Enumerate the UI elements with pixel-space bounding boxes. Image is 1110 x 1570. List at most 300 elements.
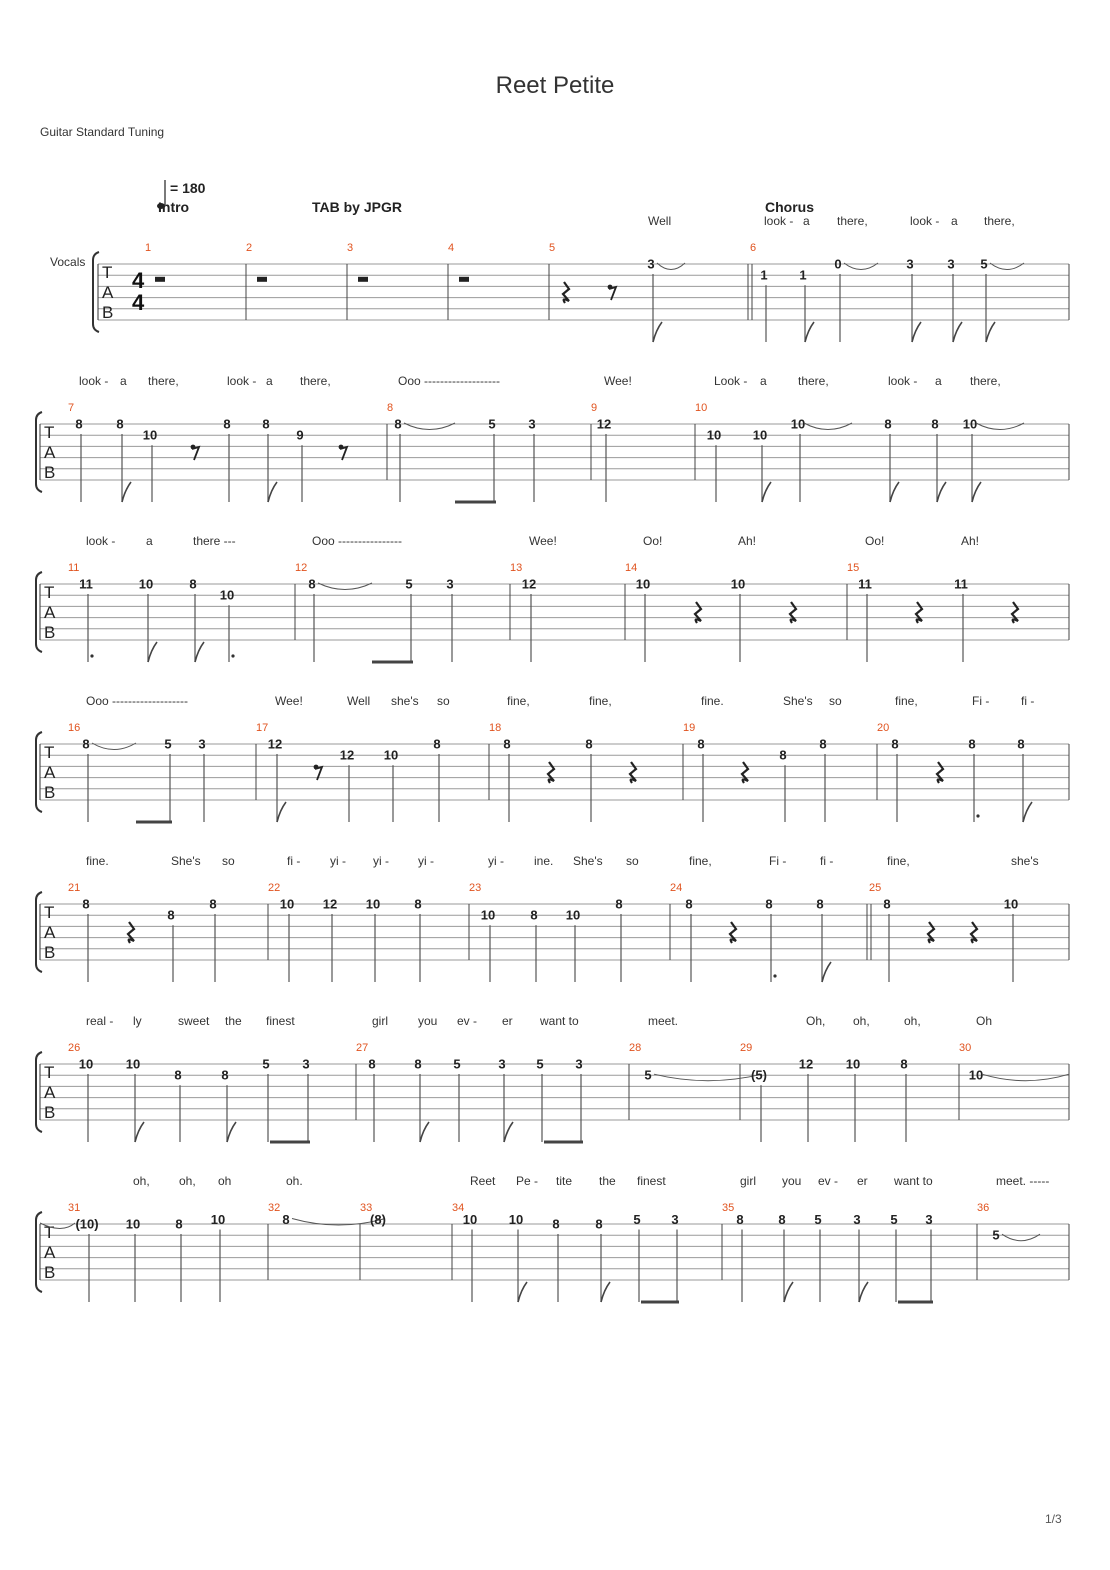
fret-number: 1: [760, 267, 768, 283]
fret-number: 10: [365, 896, 381, 912]
lyric-syllable: Pe -: [516, 1174, 539, 1188]
lyric-syllable: a: [146, 534, 153, 548]
fret-number: 5: [262, 1056, 270, 1072]
lyric-syllable: ly: [133, 1014, 142, 1028]
fret-number: 5: [814, 1212, 822, 1228]
quarter-rest: [128, 922, 134, 943]
lyric-syllable: she's: [391, 694, 419, 708]
fret-number: 8: [282, 1212, 290, 1228]
lyric-syllable: oh.: [286, 1174, 303, 1188]
lyric-syllable: oh: [218, 1174, 232, 1188]
lyric-syllable: there,: [984, 214, 1015, 228]
half-rest: [358, 277, 368, 282]
tab-clef-letter: B: [44, 783, 56, 802]
fret-number: 10: [78, 1056, 94, 1072]
lyric-syllable: fi -: [1021, 694, 1035, 708]
lyric-syllable: oh,: [853, 1014, 870, 1028]
fret-number: 8: [209, 896, 217, 912]
lyric-syllable: Well: [347, 694, 371, 708]
fret-number: 12: [596, 416, 612, 432]
note-flag: [504, 1122, 513, 1142]
note-flag: [784, 1282, 793, 1302]
fret-number: 12: [267, 736, 283, 752]
bar-number: 2: [246, 242, 253, 254]
bar-number: 6: [750, 242, 757, 254]
fret-number: 8: [552, 1216, 560, 1232]
note-flag: [986, 322, 995, 342]
bar-number: 5: [549, 242, 556, 254]
fret-number: 5: [633, 1212, 641, 1228]
lyric-syllable: look -: [227, 374, 257, 388]
fret-number: 10: [462, 1212, 478, 1228]
bar-number: 4: [448, 242, 455, 254]
bar-number: 19: [683, 722, 696, 734]
fret-number: 3: [947, 256, 955, 272]
fret-number: 10: [138, 576, 154, 592]
note-flag: [268, 482, 277, 502]
fret-number: (8): [370, 1212, 386, 1228]
fret-number: 10: [968, 1067, 984, 1083]
fret-number: 12: [339, 747, 355, 763]
lyric-syllable: fine.: [86, 854, 109, 868]
lyric-syllable: yi -: [330, 854, 346, 868]
bar-number: 35: [722, 1202, 735, 1214]
lyric-syllable: Wee!: [275, 694, 303, 708]
lyric-syllable: Oo!: [865, 534, 885, 548]
fret-number: 10: [635, 576, 651, 592]
song-title: Reet Petite: [495, 72, 615, 99]
bar-number: 15: [847, 562, 860, 574]
lyric-syllable: a: [120, 374, 127, 388]
bar-number: 33: [360, 1202, 373, 1214]
note-flag: [122, 482, 131, 502]
fret-number: 3: [446, 576, 454, 592]
lyric-syllable: er: [857, 1174, 868, 1188]
half-rest: [155, 277, 165, 282]
fret-number: (5): [751, 1067, 767, 1083]
fret-number: 8: [503, 736, 511, 752]
half-rest: [257, 277, 267, 282]
bar-number: 31: [68, 1202, 81, 1214]
fret-number: 3: [853, 1212, 861, 1228]
lyric-syllable: a: [266, 374, 273, 388]
lyric-syllable: so: [626, 854, 639, 868]
fret-number: 8: [75, 416, 83, 432]
quarter-rest: [937, 762, 943, 783]
lyric-syllable: Ooo -------------------: [398, 374, 500, 388]
track-name: Vocals: [50, 255, 86, 269]
lyric-syllable: She's: [783, 694, 813, 708]
bar-number: 3: [347, 242, 354, 254]
lyric-syllable: there,: [837, 214, 868, 228]
tab-clef-letter: A: [44, 1083, 56, 1102]
quarter-rest: [630, 762, 636, 783]
fret-number: 10: [565, 907, 581, 923]
bar-number: 36: [977, 1202, 990, 1214]
lyric-syllable: finest: [637, 1174, 666, 1188]
fret-number: 8: [778, 1212, 786, 1228]
note-flag: [653, 322, 662, 342]
bar-number: 21: [68, 882, 81, 894]
fret-number: 5: [644, 1067, 652, 1083]
bar-number: 13: [510, 562, 523, 574]
fret-number: 8: [308, 576, 316, 592]
half-rest: [459, 277, 469, 282]
quarter-rest: [916, 602, 922, 623]
fret-number: 8: [223, 416, 231, 432]
bar-number: 25: [869, 882, 882, 894]
dotted-note-dot: [231, 654, 234, 657]
lyric-syllable: a: [935, 374, 942, 388]
note-flag: [890, 482, 899, 502]
tab-clef-letter: T: [44, 743, 55, 762]
lyric-syllable: Look -: [714, 374, 748, 388]
bar-number: 12: [295, 562, 308, 574]
lyric-syllable: fi -: [287, 854, 301, 868]
tab-clef-letter: T: [44, 1223, 55, 1242]
lyric-syllable: real -: [86, 1014, 114, 1028]
fret-number: 8: [221, 1067, 229, 1083]
lyric-syllable: there,: [798, 374, 829, 388]
fret-number: 3: [647, 256, 655, 272]
fret-number: 8: [884, 416, 892, 432]
lyric-syllable: want to: [894, 1174, 933, 1188]
fret-number: 10: [219, 587, 235, 603]
quarter-rest: [563, 282, 569, 303]
quarter-rest: [742, 762, 748, 783]
bar-number: 10: [695, 402, 708, 414]
tab-clef-letter: A: [44, 603, 56, 622]
tuning-label: Guitar Standard Tuning: [40, 125, 165, 139]
fret-number: 11: [858, 576, 872, 592]
bar-number: 20: [877, 722, 890, 734]
fret-number: 8: [697, 736, 705, 752]
lyric-syllable: look -: [888, 374, 918, 388]
bar-number: 1: [145, 242, 152, 254]
lyric-syllable: look -: [764, 214, 794, 228]
lyric-syllable: want to: [540, 1014, 579, 1028]
lyric-syllable: sweet: [178, 1014, 210, 1028]
lyric-syllable: a: [951, 214, 958, 228]
fret-number: 5: [488, 416, 496, 432]
fret-number: 8: [585, 736, 593, 752]
fret-number: 5: [992, 1227, 1000, 1243]
bar-number: 28: [629, 1042, 642, 1054]
fret-number: 8: [968, 736, 976, 752]
tab-clef-letter: B: [44, 463, 56, 482]
fret-number: 8: [394, 416, 402, 432]
lyric-syllable: fine,: [887, 854, 910, 868]
lyric-syllable: oh,: [179, 1174, 196, 1188]
bar-number: 24: [670, 882, 683, 894]
note-flag: [277, 802, 286, 822]
lyric-syllable: Fi -: [972, 694, 990, 708]
fret-number: 10: [752, 427, 768, 443]
lyric-syllable: so: [829, 694, 842, 708]
dotted-note-dot: [976, 814, 979, 817]
lyric-syllable: there ---: [193, 534, 236, 548]
tab-clef-letter: A: [44, 443, 56, 462]
note-flag: [148, 642, 157, 662]
tab-clef-letter: A: [44, 763, 56, 782]
fret-number: 10: [125, 1056, 141, 1072]
lyric-syllable: tite: [556, 1174, 573, 1188]
tab-clef-letter: B: [44, 1263, 56, 1282]
quarter-rest: [695, 602, 701, 623]
bar-number: 30: [959, 1042, 972, 1054]
lyric-syllable: She's: [171, 854, 201, 868]
fret-number: 8: [189, 576, 197, 592]
fret-number: 8: [116, 416, 124, 432]
tab-clef-letter: T: [44, 583, 55, 602]
quarter-rest: [1012, 602, 1018, 623]
fret-number: 5: [405, 576, 413, 592]
fret-number: 9: [296, 427, 304, 443]
bar-number: 8: [387, 402, 394, 414]
tab-clef-letter: T: [102, 263, 113, 282]
bar-number: 18: [489, 722, 502, 734]
fret-number: 3: [575, 1056, 583, 1072]
lyric-syllable: oh,: [133, 1174, 150, 1188]
lyric-syllable: Oh,: [806, 1014, 826, 1028]
tab-clef-letter: A: [102, 283, 114, 302]
lyric-syllable: Wee!: [604, 374, 632, 388]
lyric-syllable: fine.: [701, 694, 724, 708]
tab-clef-letter: T: [44, 423, 55, 442]
fret-number: 3: [302, 1056, 310, 1072]
lyric-syllable: the: [599, 1174, 616, 1188]
fret-number: 10: [1003, 896, 1019, 912]
fret-number: (10): [75, 1216, 99, 1232]
note-flag: [227, 1122, 236, 1142]
lyric-syllable: yi -: [488, 854, 504, 868]
bar-number: 17: [256, 722, 269, 734]
bar-number: 7: [68, 402, 75, 414]
fret-number: 5: [890, 1212, 898, 1228]
lyric-syllable: Ooo ----------------: [312, 534, 402, 548]
note-flag: [195, 642, 204, 662]
lyric-syllable: look -: [910, 214, 940, 228]
fret-number: 8: [433, 736, 441, 752]
fret-number: 8: [82, 736, 90, 752]
bar-number: 9: [591, 402, 598, 414]
lyric-syllable: Ooo -------------------: [86, 694, 188, 708]
note-flag: [135, 1122, 144, 1142]
bar-number: 32: [268, 1202, 281, 1214]
fret-number: 8: [530, 907, 538, 923]
quarter-rest: [971, 922, 977, 943]
note-flag: [937, 482, 946, 502]
lyric-syllable: the: [225, 1014, 242, 1028]
dotted-note-dot: [773, 974, 776, 977]
bar-number: 16: [68, 722, 81, 734]
fret-number: 8: [368, 1056, 376, 1072]
fret-number: 8: [414, 896, 422, 912]
fret-number: 5: [536, 1056, 544, 1072]
tab-clef-letter: T: [44, 903, 55, 922]
lyric-syllable: Well: [648, 214, 672, 228]
bar-number: 23: [469, 882, 482, 894]
fret-number: 1: [799, 267, 807, 283]
tab-clef-letter: B: [44, 1103, 56, 1122]
fret-number: 10: [383, 747, 399, 763]
fret-number: 5: [164, 736, 172, 752]
fret-number: 5: [453, 1056, 461, 1072]
fret-number: 8: [891, 736, 899, 752]
fret-number: 8: [819, 736, 827, 752]
tempo-marking: = 180: [170, 180, 206, 196]
lyric-syllable: fine,: [589, 694, 612, 708]
fret-number: 12: [322, 896, 338, 912]
fret-number: 10: [962, 416, 978, 432]
fret-number: 10: [845, 1056, 861, 1072]
fret-number: 8: [685, 896, 693, 912]
lyric-syllable: Fi -: [769, 854, 787, 868]
note-flag: [601, 1282, 610, 1302]
note-flag: [822, 962, 831, 982]
tab-clef-letter: T: [44, 1063, 55, 1082]
quarter-rest: [928, 922, 934, 943]
fret-number: 8: [414, 1056, 422, 1072]
fret-number: 8: [816, 896, 824, 912]
bar-number: 14: [625, 562, 638, 574]
note-flag: [912, 322, 921, 342]
lyric-syllable: er: [502, 1014, 513, 1028]
lyric-syllable: yi -: [418, 854, 434, 868]
page-number: 1/3: [1045, 1512, 1062, 1526]
fret-number: 10: [790, 416, 806, 432]
tab-clef-letter: B: [102, 303, 114, 322]
lyric-syllable: Oo!: [643, 534, 663, 548]
fret-number: 8: [883, 896, 891, 912]
lyric-syllable: Reet: [470, 1174, 496, 1188]
fret-number: 11: [954, 576, 968, 592]
lyric-syllable: she's: [1011, 854, 1039, 868]
fret-number: 8: [174, 1067, 182, 1083]
lyric-syllable: a: [803, 214, 810, 228]
fret-number: 10: [125, 1216, 141, 1232]
lyric-syllable: Ah!: [738, 534, 757, 548]
fret-number: 10: [508, 1212, 524, 1228]
time-signature-bottom: 4: [132, 290, 145, 315]
lyric-syllable: look -: [86, 534, 116, 548]
fret-number: 8: [1017, 736, 1025, 752]
lyric-syllable: Ah!: [961, 534, 980, 548]
lyric-syllable: fine,: [689, 854, 712, 868]
fret-number: 12: [521, 576, 537, 592]
fret-number: 8: [931, 416, 939, 432]
note-flag: [805, 322, 814, 342]
fret-number: 8: [615, 896, 623, 912]
lyric-syllable: oh,: [904, 1014, 921, 1028]
bar-number: 26: [68, 1042, 81, 1054]
lyric-syllable: fine,: [895, 694, 918, 708]
quarter-rest: [790, 602, 796, 623]
fret-number: 3: [498, 1056, 506, 1072]
time-signature-top: 4: [132, 268, 145, 293]
note-flag: [518, 1282, 527, 1302]
quarter-rest: [730, 922, 736, 943]
note-flag: [762, 482, 771, 502]
fret-number: 8: [82, 896, 90, 912]
lyric-syllable: ev -: [818, 1174, 839, 1188]
lyric-syllable: yi -: [373, 854, 389, 868]
bar-number: 29: [740, 1042, 753, 1054]
lyric-syllable: so: [437, 694, 450, 708]
fret-number: 3: [198, 736, 206, 752]
fret-number: 8: [595, 1216, 603, 1232]
note-flag: [972, 482, 981, 502]
bar-number: 34: [452, 1202, 465, 1214]
section-label: Intro: [158, 199, 190, 215]
lyric-syllable: look -: [79, 374, 109, 388]
lyric-syllable: finest: [266, 1014, 295, 1028]
bar-number: 11: [68, 562, 80, 574]
lyric-syllable: Oh: [976, 1014, 993, 1028]
lyric-syllable: so: [222, 854, 235, 868]
fret-number: 10: [279, 896, 295, 912]
quarter-rest: [548, 762, 554, 783]
fret-number: 10: [730, 576, 746, 592]
lyric-syllable: meet.: [648, 1014, 679, 1028]
lyric-syllable: girl: [740, 1174, 757, 1188]
lyric-syllable: girl: [372, 1014, 389, 1028]
fret-number: 3: [906, 256, 914, 272]
fret-number: 8: [262, 416, 270, 432]
lyric-syllable: meet. -----: [996, 1174, 1050, 1188]
fret-number: 10: [210, 1212, 226, 1228]
note-flag: [1023, 802, 1032, 822]
fret-number: 8: [900, 1056, 908, 1072]
lyric-syllable: ine.: [534, 854, 554, 868]
fret-number: 12: [798, 1056, 814, 1072]
lyric-syllable: ev -: [457, 1014, 478, 1028]
lyric-syllable: there,: [148, 374, 179, 388]
lyric-syllable: fi -: [820, 854, 834, 868]
lyric-syllable: you: [782, 1174, 802, 1188]
note-flag: [859, 1282, 868, 1302]
bar-number: 27: [356, 1042, 369, 1054]
lyric-syllable: a: [760, 374, 767, 388]
fret-number: 10: [142, 427, 158, 443]
fret-number: 11: [79, 576, 93, 592]
tab-clef-letter: B: [44, 623, 56, 642]
note-flag: [420, 1122, 429, 1142]
fret-number: 8: [175, 1216, 183, 1232]
fret-number: 0: [834, 256, 842, 272]
fret-number: 8: [779, 747, 787, 763]
lyric-syllable: She's: [573, 854, 603, 868]
fret-number: 10: [480, 907, 496, 923]
tab-clef-letter: B: [44, 943, 56, 962]
lyric-syllable: there,: [970, 374, 1001, 388]
bar-number: 22: [268, 882, 281, 894]
dotted-note-dot: [90, 654, 93, 657]
fret-number: 10: [706, 427, 722, 443]
fret-number: 5: [980, 256, 988, 272]
section-label: Chorus: [765, 199, 814, 215]
section-label: TAB by JPGR: [312, 199, 402, 215]
lyric-syllable: fine,: [507, 694, 530, 708]
lyric-syllable: Wee!: [529, 534, 557, 548]
fret-number: 3: [528, 416, 536, 432]
fret-number: 3: [925, 1212, 933, 1228]
fret-number: 8: [736, 1212, 744, 1228]
lyric-syllable: you: [418, 1014, 438, 1028]
fret-number: 3: [671, 1212, 679, 1228]
fret-number: 8: [765, 896, 773, 912]
lyric-syllable: there,: [300, 374, 331, 388]
